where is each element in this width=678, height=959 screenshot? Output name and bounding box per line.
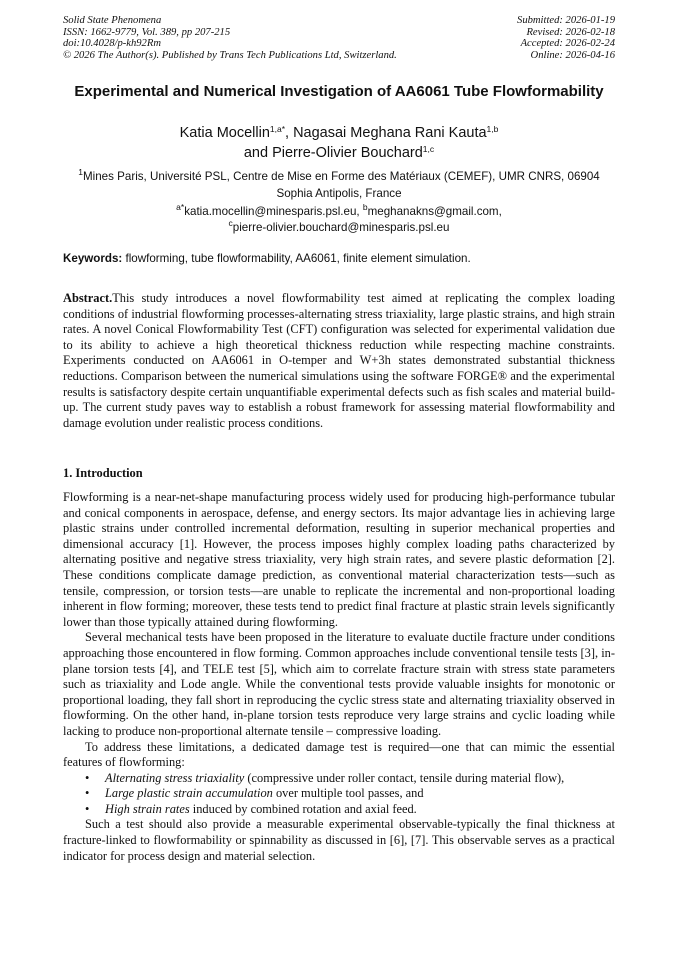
paragraph: Flowforming is a near-net-shape manufacturing process widely used for producing high-performance tubular and conical components in aerospace, defense, and energy sectors. Its major advantage lies in achieving large plastic strains under controlled incremental deformation, resulting in superior mechanical properties and dimensional accuracy [1]. However, the process imposes highly complex loading paths characterized by alternating positive and negative stress triaxiality, very high strain rates, and severe plastic deformation [2]. These conditions complicate damage prediction, as conventional material characterization tests—such as tensile, compression, or torsion tests—are unable to replicate the incremental and non-proportional loading inherent in flow forming; moreover, these tests tend to predict final fracture at plastic strain levels significantly lower than those typically attained during flowforming. [63, 490, 615, 629]
list-item [63, 771, 615, 787]
issn-line: ISSN: 1662-9779, Vol. 389, pp 207-215 [63, 26, 231, 38]
keywords-label: Keywords: [63, 252, 123, 265]
list-item-text: over multiple tool passes, and [272, 786, 424, 801]
author-affiliation-mark: 1,a* [269, 124, 286, 134]
list-item-text: (compressive under roller contact, tensile during material flow), [244, 770, 565, 785]
paragraph: To address these limitations, a dedicated damage test is required—one that can mimic the essential features of flowforming: [63, 739, 615, 770]
email-address: meghanakns@gmail.com, [367, 205, 502, 218]
list-item-text: induced by combined rotation and axial feed. [189, 801, 417, 816]
doi-line: doi:10.4028/p-kh92Rm [63, 38, 161, 50]
affiliation [63, 168, 615, 202]
paragraph: Several mechanical tests have been proposed in the literature to evaluate ductile fracture under conditions approaching those encountered in flow forming. Common approaches include conventional tensile tests [3], in-plane torsion tests [4], and TELE test [5], which aim to correlate fracture strain with stress state parameters such as triaxiality and Lode angle. While the conventional tests provide valuable insights for monotonic or proportional loading, they fall short in reproducing the cyclic stress state and alternating triaxiality observed in flowforming. On the other hand, in-plane torsion tests reproduce very large strains and cyclic loading while lacking to produce non-proportional alternate tensile – compressive loading. [63, 630, 615, 738]
abstract-label: Abstract. [63, 291, 113, 305]
author-list [63, 124, 615, 163]
submitted-date: Submitted: 2026-01-19 [517, 15, 615, 26]
author-conjunction: and [243, 144, 273, 161]
author-name: Pierre-Olivier Bouchard [272, 144, 423, 161]
list-item-emphasis: Large plastic strain accumulation [105, 786, 273, 801]
list-item [63, 786, 615, 802]
email-mark: a* [176, 202, 185, 212]
list-item-emphasis: Alternating stress triaxiality [105, 770, 245, 785]
author-name: Nagasai Meghana Rani Kauta [293, 125, 487, 141]
email-mark: c [228, 217, 233, 228]
journal-header-left [63, 15, 397, 62]
keywords [63, 251, 615, 267]
bullet-glyph: • [85, 786, 90, 801]
list-item-emphasis: High strain rates [105, 801, 190, 816]
email-address: katia.mocellin@minesparis.psl.eu, [184, 205, 363, 218]
bullet-glyph: • [85, 770, 90, 785]
abstract-text: This study introduces a novel flowformability test aimed at replicating the complex loading conditions of industrial flowforming processes-alternating stress triaxiality, large plastic strains, and high strain rates. A novel Conical Flowformability Test (CFT) configuration was selected for experimental validation due to its ability to achieve a high theoretical thickness reduction while respecting machine constraints. Experiments conducted on AA6061 in O-temper and W+3h states demonstrated substantial thickness reductions. Comparison between the numerical simulations using the software FORGE® and the experimental results is satisfactory despite certain unquantifiable experimental defects such as fish scales and material build-up. The current study paves way to establish a robust framework for assessing material flowformability and damage evolution under realistic process conditions. [63, 291, 615, 430]
list-item [63, 802, 615, 818]
journal-name: Solid State Phenomena [63, 15, 162, 26]
paragraph: Such a test should also provide a measurable experimental observable-typically the final thickness at fracture-linked to flowformability or spinnability as discussed in [6], [7]. This observable serves as a practical indicator for process design and material selection. [63, 817, 615, 863]
author-emails [63, 204, 615, 235]
email-mark: b [362, 202, 368, 212]
accepted-date: Accepted: 2026-02-24 [520, 38, 615, 50]
feature-list [63, 771, 615, 818]
copyright-line: © 2026 The Author(s). Published by Trans Tech Publications Ltd, Switzerland. [63, 50, 397, 62]
journal-header-right [517, 15, 615, 62]
author-affiliation-mark: 1,b [486, 124, 499, 134]
abstract [63, 291, 615, 431]
author-name: Katia Mocellin [179, 125, 270, 141]
email-address: pierre-olivier.bouchard@minesparis.psl.eu [232, 220, 450, 234]
paper-title: Experimental and Numerical Investigation of AA6061 Tube Flowformability [74, 83, 604, 100]
revised-date: Revised: 2026-02-18 [526, 26, 615, 38]
affiliation-text: Mines Paris, Université PSL, Centre de Mise en Forme des Matériaux (CEMEF), UMR CNRS, 06904 Sophia Antipolis, France [83, 170, 600, 200]
bullet-glyph: • [85, 801, 90, 816]
affiliation-mark: 1 [78, 167, 83, 177]
author-separator: , [285, 125, 294, 141]
introduction-body [63, 490, 615, 864]
keywords-text: flowforming, tube flowformability, AA6061, finite element simulation. [122, 252, 471, 265]
online-date: Online: 2026-04-16 [530, 50, 615, 62]
section-heading: 1. Introduction [63, 466, 143, 480]
author-affiliation-mark: 1,c [422, 143, 435, 154]
